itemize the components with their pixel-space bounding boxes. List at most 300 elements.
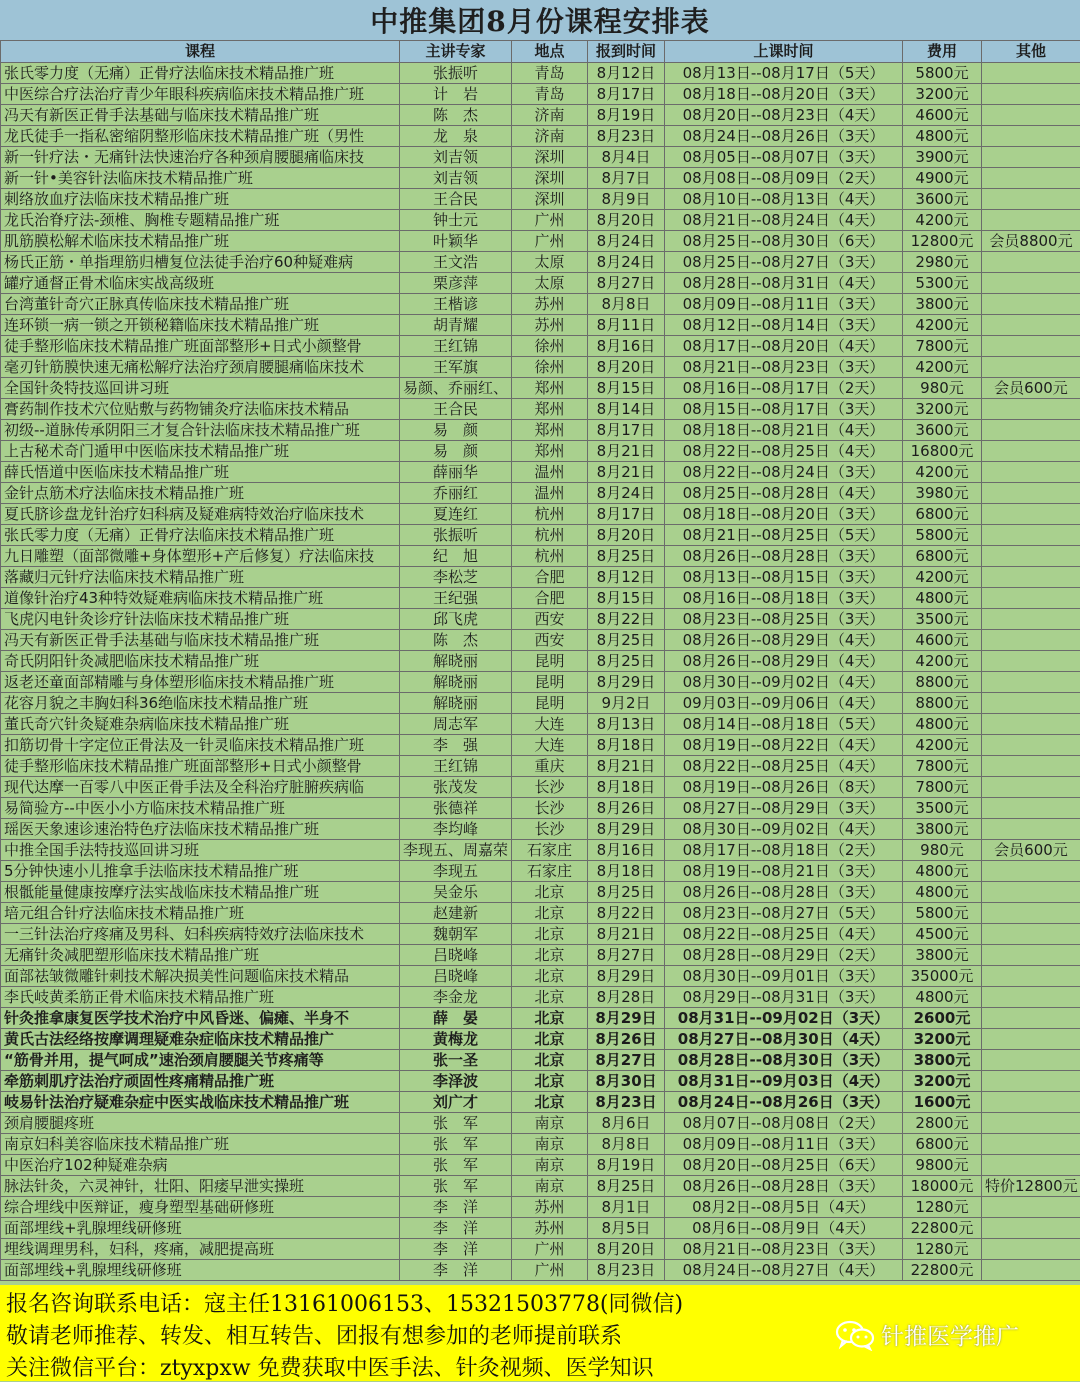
cell-lecturer: 李 洋 <box>400 1218 512 1239</box>
cell-location: 广州 <box>512 1260 588 1281</box>
cell-checkin-date: 8月27日 <box>588 945 665 966</box>
cell-other <box>982 168 1080 189</box>
cell-location: 昆明 <box>512 672 588 693</box>
cell-checkin-date: 8月22日 <box>588 903 665 924</box>
cell-location: 北京 <box>512 1092 588 1113</box>
cell-fee: 4900元 <box>903 168 982 189</box>
cell-fee: 4800元 <box>903 126 982 147</box>
cell-lecturer: 张德祥 <box>400 798 512 819</box>
table-row <box>1 231 1080 252</box>
cell-fee: 3800元 <box>903 294 982 315</box>
cell-checkin-date: 8月25日 <box>588 651 665 672</box>
cell-lecturer: 薛 晏 <box>400 1008 512 1029</box>
cell-lecturer: 赵建新 <box>400 903 512 924</box>
cell-fee: 3500元 <box>903 798 982 819</box>
cell-class-time: 08月24日--08月26日（3天） <box>665 126 903 147</box>
cell-class-time: 08月30日--09月02日（4天） <box>665 672 903 693</box>
cell-course: 易简验方--中医小小方临床技术精品推广班 <box>1 798 400 819</box>
cell-class-time: 08月26日--08月28日（3天） <box>665 1176 903 1197</box>
cell-fee: 4600元 <box>903 630 982 651</box>
cell-other <box>982 105 1080 126</box>
cell-lecturer: 黄梅龙 <box>400 1029 512 1050</box>
cell-other <box>982 714 1080 735</box>
cell-other: 会员600元 <box>982 378 1080 399</box>
cell-fee: 8800元 <box>903 693 982 714</box>
cell-checkin-date: 8月19日 <box>588 1155 665 1176</box>
cell-course: 薛氏悟道中医临床技术精品推广班 <box>1 462 400 483</box>
cell-class-time: 08月30日--09月01日（3天） <box>665 966 903 987</box>
cell-checkin-date: 8月18日 <box>588 861 665 882</box>
cell-class-time: 08月26日--08月29日（4天） <box>665 630 903 651</box>
cell-location: 北京 <box>512 1050 588 1071</box>
table-row <box>1 1176 1080 1197</box>
cell-course: 黄氏古法经络按摩调理疑难杂症临床技术精品推广 <box>1 1029 400 1050</box>
cell-fee: 3900元 <box>903 147 982 168</box>
cell-fee: 4200元 <box>903 462 982 483</box>
cell-course: 综合埋线中医辩证，瘦身塑型基础研修班 <box>1 1197 400 1218</box>
cell-other <box>982 1134 1080 1155</box>
cell-checkin-date: 8月21日 <box>588 441 665 462</box>
cell-class-time: 08月22日--08月24日（3天） <box>665 462 903 483</box>
cell-course: 杨氏正筋・单指理筋归槽复位法徒手治疗60种疑难病 <box>1 252 400 273</box>
cell-location: 南京 <box>512 1176 588 1197</box>
cell-checkin-date: 8月14日 <box>588 399 665 420</box>
cell-class-time: 08月24日--08月26日（3天） <box>665 1092 903 1113</box>
cell-fee: 1600元 <box>903 1092 982 1113</box>
cell-checkin-date: 8月23日 <box>588 1092 665 1113</box>
cell-course: 新一针•美容针法临床技术精品推广班 <box>1 168 400 189</box>
cell-class-time: 08月27日--08月30日（4天） <box>665 1029 903 1050</box>
cell-class-time: 08月21日--08月23日（3天） <box>665 1239 903 1260</box>
cell-checkin-date: 8月27日 <box>588 273 665 294</box>
cell-other <box>982 693 1080 714</box>
cell-fee: 3600元 <box>903 420 982 441</box>
cell-course: 面部祛皱微雕针刺技术解决损美性问题临床技术精品 <box>1 966 400 987</box>
cell-class-time: 08月17日--08月18日（2天） <box>665 840 903 861</box>
cell-location: 西安 <box>512 609 588 630</box>
cell-course: 牵筋刺肌疗法治疗顽固性疼痛精品推广班 <box>1 1071 400 1092</box>
cell-lecturer: 张 军 <box>400 1134 512 1155</box>
table-row <box>1 1050 1080 1071</box>
table-row <box>1 462 1080 483</box>
table-row <box>1 588 1080 609</box>
table-row <box>1 777 1080 798</box>
table-row <box>1 63 1080 84</box>
table-row <box>1 189 1080 210</box>
cell-course: “筋骨并用，提气呵成”速治颈肩腰腿关节疼痛等 <box>1 1050 400 1071</box>
cell-other <box>982 987 1080 1008</box>
table-row <box>1 861 1080 882</box>
cell-lecturer: 王文浩 <box>400 252 512 273</box>
cell-fee: 5300元 <box>903 273 982 294</box>
cell-checkin-date: 8月18日 <box>588 777 665 798</box>
cell-course: 张氏零力度（无痛）正骨疗法临床技术精品推广班 <box>1 63 400 84</box>
cell-class-time: 08月6日--08月9日（4天） <box>665 1218 903 1239</box>
cell-lecturer: 邱飞虎 <box>400 609 512 630</box>
cell-class-time: 08月28日--08月31日（4天） <box>665 273 903 294</box>
cell-lecturer: 李均峰 <box>400 819 512 840</box>
cell-checkin-date: 8月15日 <box>588 378 665 399</box>
cell-checkin-date: 8月23日 <box>588 126 665 147</box>
cell-other <box>982 126 1080 147</box>
cell-lecturer: 叶颖华 <box>400 231 512 252</box>
cell-course: 现代达摩一百零八中医正骨手法及全科治疗脏腑疾病临 <box>1 777 400 798</box>
cell-class-time: 08月28日--08月30日（3天） <box>665 1050 903 1071</box>
table-row <box>1 504 1080 525</box>
table-row <box>1 1029 1080 1050</box>
cell-location: 长沙 <box>512 798 588 819</box>
cell-location: 广州 <box>512 210 588 231</box>
table-row <box>1 966 1080 987</box>
cell-other <box>982 798 1080 819</box>
cell-location: 苏州 <box>512 315 588 336</box>
cell-checkin-date: 8月5日 <box>588 1218 665 1239</box>
cell-checkin-date: 8月21日 <box>588 924 665 945</box>
cell-location: 太原 <box>512 252 588 273</box>
table-row <box>1 546 1080 567</box>
cell-class-time: 08月16日--08月18日（3天） <box>665 588 903 609</box>
cell-course: 脉法针灸，六灵神针，壮阳、阳痿早泄实操班 <box>1 1176 400 1197</box>
cell-other <box>982 777 1080 798</box>
cell-checkin-date: 8月1日 <box>588 1197 665 1218</box>
cell-course: 培元组合针疗法临床技术精品推广班 <box>1 903 400 924</box>
cell-course: 一三针法治疗疼痛及男科、妇科疾病特效疗法临床技术 <box>1 924 400 945</box>
cell-lecturer: 王纪强 <box>400 588 512 609</box>
cell-lecturer: 吕晓峰 <box>400 966 512 987</box>
cell-checkin-date: 8月16日 <box>588 840 665 861</box>
table-row <box>1 567 1080 588</box>
cell-location: 郑州 <box>512 378 588 399</box>
table-row <box>1 336 1080 357</box>
cell-checkin-date: 8月4日 <box>588 147 665 168</box>
footer-recommend-line: 敬请老师推荐、转发、相互转告、团报有想参加的老师提前联系 <box>6 1319 622 1350</box>
cell-checkin-date: 8月22日 <box>588 609 665 630</box>
cell-lecturer: 张振听 <box>400 63 512 84</box>
table-row <box>1 945 1080 966</box>
cell-fee: 7800元 <box>903 336 982 357</box>
cell-other <box>982 189 1080 210</box>
cell-location: 郑州 <box>512 441 588 462</box>
cell-lecturer: 张 军 <box>400 1176 512 1197</box>
table-row <box>1 1239 1080 1260</box>
cell-other <box>982 588 1080 609</box>
cell-fee: 980元 <box>903 378 982 399</box>
cell-checkin-date: 8月29日 <box>588 966 665 987</box>
cell-checkin-date: 9月2日 <box>588 693 665 714</box>
cell-class-time: 08月30日--09月02日（4天） <box>665 819 903 840</box>
cell-class-time: 08月29日--08月31日（3天） <box>665 987 903 1008</box>
table-header-row <box>1 41 1080 63</box>
cell-checkin-date: 8月29日 <box>588 1008 665 1029</box>
cell-course: 冯天有新医正骨手法基础与临床技术精品推广班 <box>1 630 400 651</box>
cell-fee: 4800元 <box>903 588 982 609</box>
cell-location: 济南 <box>512 105 588 126</box>
cell-class-time: 08月24日--08月27日（4天） <box>665 1260 903 1281</box>
cell-other <box>982 882 1080 903</box>
cell-class-time: 09月03日--09月06日（4天） <box>665 693 903 714</box>
cell-class-time: 08月2日--08月5日（4天） <box>665 1197 903 1218</box>
table-row <box>1 735 1080 756</box>
cell-fee: 4200元 <box>903 315 982 336</box>
table-row <box>1 693 1080 714</box>
cell-class-time: 08月25日--08月28日（4天） <box>665 483 903 504</box>
cell-lecturer: 李 强 <box>400 735 512 756</box>
cell-other <box>982 756 1080 777</box>
cell-other <box>982 546 1080 567</box>
cell-course: 冯天有新医正骨手法基础与临床技术精品推广班 <box>1 105 400 126</box>
cell-location: 杭州 <box>512 525 588 546</box>
cell-other <box>982 1092 1080 1113</box>
cell-other <box>982 63 1080 84</box>
table-row <box>1 483 1080 504</box>
cell-course: 无痛针灸减肥塑形临床技术精品推广班 <box>1 945 400 966</box>
cell-lecturer: 李现五 <box>400 861 512 882</box>
cell-checkin-date: 8月17日 <box>588 84 665 105</box>
table-row <box>1 168 1080 189</box>
cell-other <box>982 504 1080 525</box>
cell-fee: 4200元 <box>903 210 982 231</box>
cell-course: 张氏零力度（无痛）正骨疗法临床技术精品推广班 <box>1 525 400 546</box>
table-row <box>1 1071 1080 1092</box>
table-row <box>1 651 1080 672</box>
wechat-badge-label: 针推医学推广 <box>881 1318 1019 1351</box>
cell-lecturer: 解晓丽 <box>400 693 512 714</box>
cell-checkin-date: 8月6日 <box>588 1113 665 1134</box>
footer-contact-line: 报名咨询联系电话：寇主任13161006153、15321503778(同微信) <box>6 1287 683 1318</box>
cell-course: 初级--道脉传承阴阳三才复合针法临床技术精品推广班 <box>1 420 400 441</box>
wechat-badge <box>835 1318 1019 1351</box>
cell-other <box>982 399 1080 420</box>
cell-fee: 8800元 <box>903 672 982 693</box>
header-fee: 费用 <box>903 41 982 63</box>
cell-fee: 3500元 <box>903 609 982 630</box>
cell-course: 夏氏脐诊盘龙针治疗妇科病及疑难病特效治疗临床技术 <box>1 504 400 525</box>
table-row <box>1 903 1080 924</box>
table-row <box>1 1155 1080 1176</box>
cell-other <box>982 210 1080 231</box>
cell-other <box>982 420 1080 441</box>
cell-class-time: 08月18日--08月20日（3天） <box>665 504 903 525</box>
table-row <box>1 1218 1080 1239</box>
cell-location: 长沙 <box>512 819 588 840</box>
cell-other <box>982 1029 1080 1050</box>
cell-course: 徒手整形临床技术精品推广班面部整形+日式小颜整骨 <box>1 756 400 777</box>
cell-checkin-date: 8月7日 <box>588 168 665 189</box>
cell-class-time: 08月14日--08月18日（5天） <box>665 714 903 735</box>
cell-other <box>982 735 1080 756</box>
cell-other <box>982 609 1080 630</box>
cell-fee: 4500元 <box>903 924 982 945</box>
cell-checkin-date: 8月30日 <box>588 1071 665 1092</box>
cell-course: 瑶医天象速诊速治特色疗法临床技术精品推广班 <box>1 819 400 840</box>
cell-other: 会员8800元 <box>982 231 1080 252</box>
cell-other <box>982 1218 1080 1239</box>
cell-location: 青岛 <box>512 84 588 105</box>
table-row <box>1 819 1080 840</box>
cell-checkin-date: 8月20日 <box>588 525 665 546</box>
cell-fee: 7800元 <box>903 756 982 777</box>
header-other: 其他 <box>982 41 1080 63</box>
cell-lecturer: 乔丽红 <box>400 483 512 504</box>
cell-course: 董氏奇穴针灸疑难杂病临床技术精品推广班 <box>1 714 400 735</box>
table-row <box>1 399 1080 420</box>
cell-class-time: 08月22日--08月25日（4天） <box>665 924 903 945</box>
header-checkin: 报到时间 <box>588 41 665 63</box>
cell-location: 南京 <box>512 1155 588 1176</box>
cell-location: 深圳 <box>512 168 588 189</box>
cell-location: 北京 <box>512 1008 588 1029</box>
cell-fee: 2800元 <box>903 1113 982 1134</box>
cell-class-time: 08月31日--09月03日（4天） <box>665 1071 903 1092</box>
cell-lecturer: 王楷谚 <box>400 294 512 315</box>
cell-fee: 3200元 <box>903 1029 982 1050</box>
table-row <box>1 420 1080 441</box>
table-body <box>1 63 1080 1281</box>
cell-checkin-date: 8月23日 <box>588 1260 665 1281</box>
footer-wechat-line: 关注微信平台：ztyxpxw 免费获取中医手法、针灸视频、医学知识 <box>6 1351 654 1382</box>
cell-other <box>982 483 1080 504</box>
cell-course: 刺络放血疗法临床技术精品推广班 <box>1 189 400 210</box>
cell-location: 杭州 <box>512 546 588 567</box>
table-row <box>1 1113 1080 1134</box>
cell-course: 5分钟快速小儿推拿手法临床技术精品推广班 <box>1 861 400 882</box>
cell-fee: 5800元 <box>903 63 982 84</box>
cell-other: 会员600元 <box>982 840 1080 861</box>
cell-checkin-date: 8月20日 <box>588 210 665 231</box>
cell-location: 广州 <box>512 231 588 252</box>
cell-location: 温州 <box>512 483 588 504</box>
cell-class-time: 08月19日--08月26日（8天） <box>665 777 903 798</box>
cell-fee: 5800元 <box>903 903 982 924</box>
table-row <box>1 315 1080 336</box>
cell-checkin-date: 8月12日 <box>588 567 665 588</box>
cell-checkin-date: 8月19日 <box>588 105 665 126</box>
cell-lecturer: 刘吉领 <box>400 147 512 168</box>
cell-lecturer: 王红锦 <box>400 756 512 777</box>
cell-lecturer: 李松芝 <box>400 567 512 588</box>
cell-class-time: 08月09日--08月11日（3天） <box>665 294 903 315</box>
cell-course: 中医综合疗法治疗青少年眼科疾病临床技术精品推广班 <box>1 84 400 105</box>
cell-lecturer: 王合民 <box>400 189 512 210</box>
cell-checkin-date: 8月27日 <box>588 1050 665 1071</box>
header-course: 课程 <box>1 41 400 63</box>
table-row <box>1 357 1080 378</box>
cell-location: 徐州 <box>512 336 588 357</box>
cell-location: 大连 <box>512 714 588 735</box>
cell-lecturer: 李现五、周嘉荣 <box>400 840 512 861</box>
cell-course: 奇氏阴阳针灸减肥临床技术精品推广班 <box>1 651 400 672</box>
cell-fee: 3200元 <box>903 84 982 105</box>
cell-fee: 4800元 <box>903 861 982 882</box>
cell-course: 连环锁一病一锁之开锁秘籍临床技术精品推广班 <box>1 315 400 336</box>
cell-course: 上古秘术奇门遁甲中医临床技术精品推广班 <box>1 441 400 462</box>
table-row <box>1 630 1080 651</box>
cell-checkin-date: 8月29日 <box>588 672 665 693</box>
cell-fee: 6800元 <box>903 546 982 567</box>
cell-checkin-date: 8月25日 <box>588 546 665 567</box>
cell-fee: 5800元 <box>903 525 982 546</box>
cell-course: 面部埋线+乳腺埋线研修班 <box>1 1260 400 1281</box>
cell-fee: 4200元 <box>903 651 982 672</box>
cell-fee: 3980元 <box>903 483 982 504</box>
table-row <box>1 987 1080 1008</box>
cell-course: 中医治疗102种疑难杂病 <box>1 1155 400 1176</box>
cell-lecturer: 张茂发 <box>400 777 512 798</box>
table-row <box>1 273 1080 294</box>
cell-location: 徐州 <box>512 357 588 378</box>
cell-lecturer: 周志军 <box>400 714 512 735</box>
cell-class-time: 08月28日--08月29日（2天） <box>665 945 903 966</box>
cell-course: 针灸推拿康复医学技术治疗中风昏迷、偏瘫、半身不 <box>1 1008 400 1029</box>
cell-lecturer: 李泽波 <box>400 1071 512 1092</box>
table-row <box>1 105 1080 126</box>
cell-location: 深圳 <box>512 147 588 168</box>
wechat-icon <box>835 1319 875 1351</box>
cell-course: 台湾董针奇穴正脉真传临床技术精品推广班 <box>1 294 400 315</box>
cell-checkin-date: 8月25日 <box>588 1176 665 1197</box>
cell-location: 苏州 <box>512 1218 588 1239</box>
cell-course: 龙氏治脊疗法-颈椎、胸椎专题精品推广班 <box>1 210 400 231</box>
cell-other <box>982 84 1080 105</box>
cell-course: 飞虎闪电针灸诊疗针法临床技术精品推广班 <box>1 609 400 630</box>
cell-location: 深圳 <box>512 189 588 210</box>
cell-course: 颈肩腰腿疼班 <box>1 1113 400 1134</box>
cell-lecturer: 栗彦萍 <box>400 273 512 294</box>
cell-other <box>982 357 1080 378</box>
cell-lecturer: 龙 泉 <box>400 126 512 147</box>
cell-location: 北京 <box>512 987 588 1008</box>
cell-checkin-date: 8月15日 <box>588 588 665 609</box>
table-row <box>1 126 1080 147</box>
cell-course: 落藏归元针疗法临床技术精品推广班 <box>1 567 400 588</box>
cell-fee: 2600元 <box>903 1008 982 1029</box>
cell-location: 北京 <box>512 903 588 924</box>
cell-other <box>982 252 1080 273</box>
table-row <box>1 1197 1080 1218</box>
cell-location: 太原 <box>512 273 588 294</box>
cell-location: 北京 <box>512 1071 588 1092</box>
cell-course: 扣筋切骨十字定位正骨法及一针灵临床技术精品推广班 <box>1 735 400 756</box>
cell-fee: 4200元 <box>903 735 982 756</box>
cell-class-time: 08月27日--08月29日（3天） <box>665 798 903 819</box>
cell-course: 中推全国手法特技巡回讲习班 <box>1 840 400 861</box>
cell-class-time: 08月26日--08月28日（3天） <box>665 546 903 567</box>
cell-course: 膏药制作技术穴位贴敷与药物铺灸疗法临床技术精品 <box>1 399 400 420</box>
cell-lecturer: 吕晓峰 <box>400 945 512 966</box>
cell-location: 北京 <box>512 924 588 945</box>
cell-fee: 35000元 <box>903 966 982 987</box>
cell-fee: 16800元 <box>903 441 982 462</box>
cell-checkin-date: 8月8日 <box>588 1134 665 1155</box>
cell-lecturer: 李 洋 <box>400 1239 512 1260</box>
cell-other <box>982 315 1080 336</box>
cell-location: 石家庄 <box>512 840 588 861</box>
cell-course: 根骶能量健康按摩疗法实战临床技术精品推广班 <box>1 882 400 903</box>
cell-class-time: 08月18日--08月21日（4天） <box>665 420 903 441</box>
cell-fee: 4800元 <box>903 714 982 735</box>
schedule-table <box>0 40 1080 1281</box>
cell-location: 杭州 <box>512 504 588 525</box>
cell-checkin-date: 8月8日 <box>588 294 665 315</box>
cell-fee: 4200元 <box>903 567 982 588</box>
cell-lecturer: 陈 杰 <box>400 105 512 126</box>
cell-location: 北京 <box>512 945 588 966</box>
cell-fee: 3600元 <box>903 189 982 210</box>
cell-lecturer: 胡青耀 <box>400 315 512 336</box>
table-row <box>1 441 1080 462</box>
cell-lecturer: 王红锦 <box>400 336 512 357</box>
cell-other <box>982 1260 1080 1281</box>
